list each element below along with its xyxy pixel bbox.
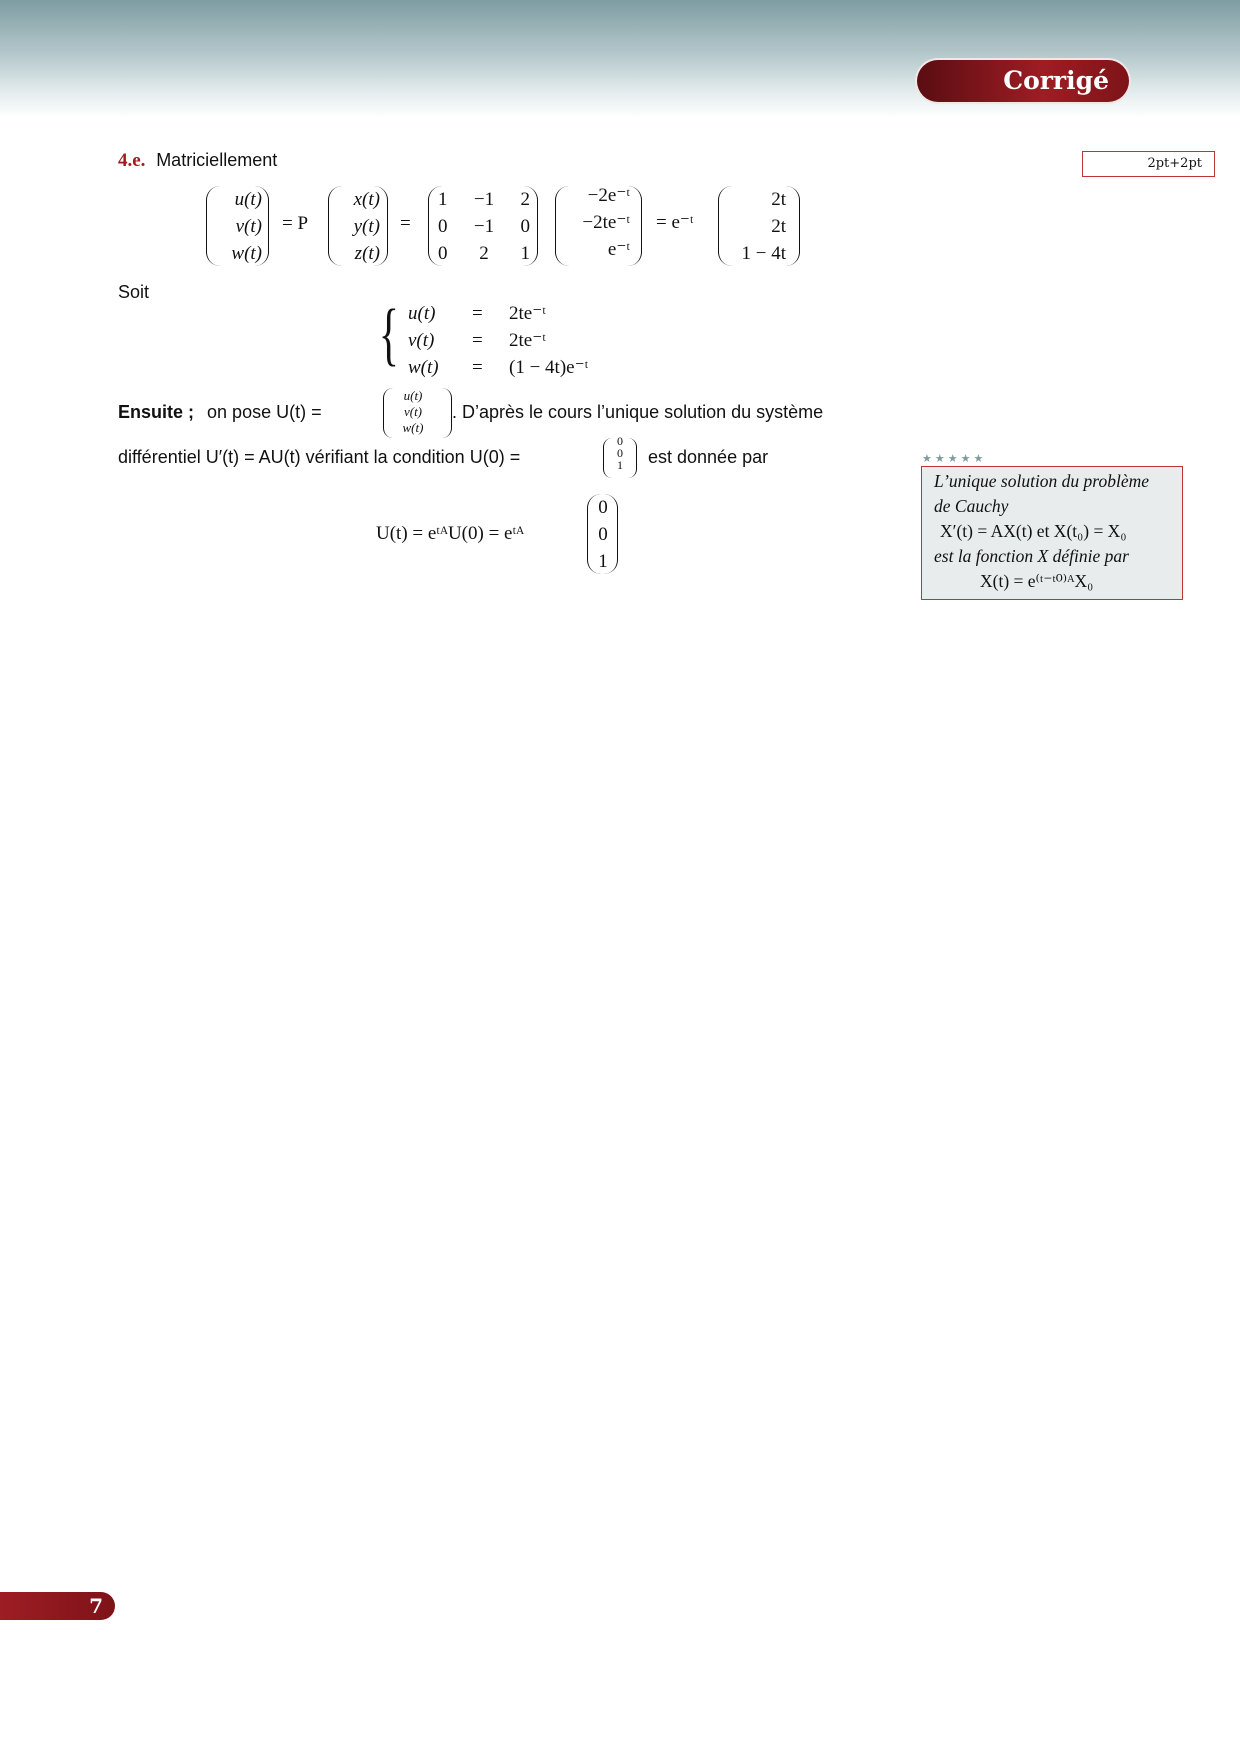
matrix-cell: 0 (520, 216, 530, 237)
paren-right (524, 186, 538, 266)
matrix-row (438, 186, 530, 213)
vector-cell: u(t) (403, 388, 423, 403)
matrix-cell: 1 (438, 189, 448, 210)
vector-cell: 0 (617, 434, 623, 448)
system-cell: v(t) (408, 330, 435, 351)
small-vector-uvw (393, 388, 433, 436)
matrix-cell: 1 (520, 243, 530, 264)
matrix-row (438, 213, 530, 240)
question-intro: Matriciellement (156, 150, 278, 170)
paren-left (383, 388, 393, 438)
matrix-row (438, 240, 530, 267)
equals-p: = P (282, 213, 309, 234)
vector-result (726, 186, 786, 267)
paren-right (442, 388, 452, 438)
star-rating-decoration: ★★★★★ (922, 453, 987, 465)
matrix-cell: 2 (520, 189, 530, 210)
note-line4: est la fonction X définie par (934, 546, 1129, 566)
vector-cell: x(t) (353, 189, 380, 210)
vector-cell: 1 − 4t (741, 243, 786, 264)
vector-cell: w(t) (231, 243, 262, 264)
system-rhs (509, 300, 629, 381)
paren-right (628, 186, 642, 266)
vector-cell: 2t (771, 216, 786, 237)
matrix-cell: 2 (479, 243, 489, 264)
system-cell: (1 − 4t)e⁻ᵗ (509, 357, 589, 378)
paren-right (374, 186, 388, 266)
ensuite-line1 (118, 402, 322, 423)
system-cell: u(t) (408, 303, 436, 324)
system-lhs (408, 300, 458, 381)
vector-cell: z(t) (354, 243, 380, 264)
matrix-cell: −1 (473, 216, 495, 237)
soit-label: Soit (118, 282, 150, 302)
vector-cell: 1 (617, 458, 623, 472)
vector-cell: y(t) (353, 216, 380, 237)
paren-right (786, 186, 800, 266)
matrix-cell: −1 (473, 189, 495, 210)
vector-cell: 0 (598, 524, 608, 545)
system-cell: 2te⁻ᵗ (509, 303, 546, 324)
vector-cell: 2t (771, 189, 786, 210)
vector-cell: 0 (617, 446, 623, 460)
note-line2: de Cauchy (934, 496, 1009, 516)
system-eq (472, 300, 492, 381)
ensuite-text-b: . D’après le cours l’unique solution du système (452, 402, 824, 422)
matrix-cell: 0 (438, 243, 448, 264)
vector-cell: −2e⁻ᵗ (587, 185, 630, 206)
question-number: 4.e. (118, 150, 146, 171)
paren-right (628, 438, 637, 478)
vector-cell: v(t) (235, 216, 262, 237)
vector-cell: w(t) (402, 420, 424, 435)
points-box: 2pt+2pt (1082, 151, 1215, 177)
paren-right (255, 186, 269, 266)
system-cell: = (472, 303, 483, 324)
left-brace: { (378, 296, 399, 373)
equals-sign: = (400, 213, 411, 234)
matrix-cell: 0 (438, 216, 448, 237)
note-line1: L’unique solution du problème (934, 471, 1150, 491)
paren-right (604, 494, 618, 574)
vector-cell: e⁻ᵗ (607, 239, 630, 260)
matrix-p (438, 186, 530, 267)
system-cell: 2te⁻ᵗ (509, 330, 546, 351)
vector-cell: u(t) (234, 189, 262, 210)
ensuite-line2a: différentiel U′(t) = AU(t) vérifiant la condition U(0) = (118, 447, 521, 467)
section-badge: Corrigé (917, 60, 1129, 102)
system-cell: w(t) (408, 357, 439, 378)
system-cell: = (472, 330, 483, 351)
system-cell: = (472, 357, 483, 378)
ensuite-line2b: est donnée par (648, 447, 769, 467)
note-line3: X′(t) = AX(t) et X(t₀) = X₀ (940, 521, 1127, 541)
ensuite-bold: Ensuite ; (118, 402, 195, 422)
vector-cell: v(t) (403, 404, 423, 419)
page-number: 7 (0, 1592, 115, 1620)
note-line5: X(t) = e⁽ᵗ⁻ᵗ⁰⁾ᴬX₀ (980, 571, 1094, 591)
vector-cell: 1 (598, 551, 608, 572)
question-heading (118, 150, 277, 172)
vector-cell: 0 (598, 497, 608, 518)
small-vector-001 (610, 435, 630, 471)
vector-exp (562, 182, 630, 263)
ensuite-text-a: on pose U(t) = (207, 402, 322, 422)
equals-exp: = e⁻ᵗ (656, 212, 694, 233)
cauchy-note-box (921, 466, 1183, 600)
final-equation-lhs: U(t) = eᵗᴬU(0) = eᵗᴬ (376, 523, 525, 544)
vector-cell: −2te⁻ᵗ (582, 212, 630, 233)
